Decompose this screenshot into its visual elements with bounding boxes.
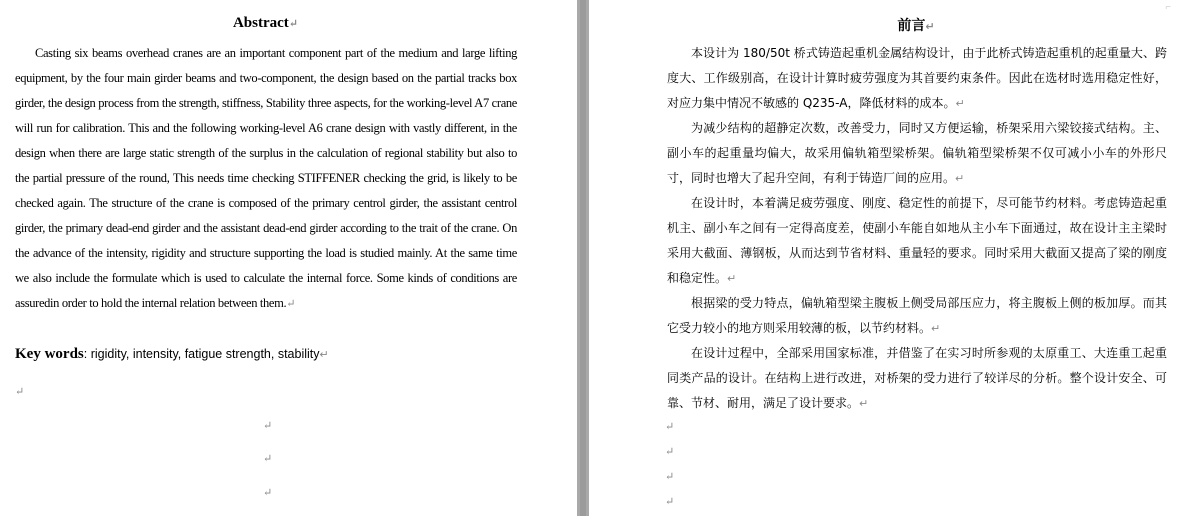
preface-paragraph-5[interactable]: 在设计过程中，全部采用国家标准，并借鉴了在实习时所参观的太原重工、大连重工起重同类产品的设计。在结构上进行改进，对桥架的受力进行了较详尽的分析。整个设计安全、可靠、节材、耐用，满足了设计要求。↵ bbox=[667, 346, 1167, 410]
empty-paragraph-mark: ↵ bbox=[263, 420, 273, 432]
preface-paragraph-4[interactable]: 根据梁的受力特点，偏轨箱型梁主腹板上侧受局部压应力，将主腹板上侧的板加厚。而其它受力较小的地方则采用较薄的板，以节约材料。↵ bbox=[667, 296, 1167, 335]
abstract-title: Abstract↵ bbox=[232, 15, 299, 31]
empty-paragraph-mark: ↵ bbox=[263, 453, 273, 465]
preface-title: 前言↵ bbox=[897, 18, 935, 34]
empty-paragraph-mark: ↵ bbox=[665, 446, 675, 458]
keywords-label: Key words bbox=[15, 346, 84, 362]
abstract-body[interactable]: Casting six beams overhead cranes are an important component part of the medium and large lifting equipment, by the four main girder beams and two-component, the design based on the partial tracks box girder, the design process from the strength, stiffness, Stability three aspects, for the working-level A7 crane will run for calibration. This and the following working-level A6 crane design with vastly different, in the design when there are large static strength of the surplus in the calculation of regional stability but also to the partial pressure of the round, This needs time checking STIFFENER checking the grid, is likely to be checked again. The structure of the crane is composed of the primary centrol girder, the assistant centrol girder, the primary dead-end girder and the assistant dead-end girder according to the trait of the crane. On the advance of the intensity, rigidity and structure supporting the load is studied mainly. At the same time we also include the formulate which is used to calculate the internal force. Some kinds of conditions are assuredin order to hold the internal relation between them.↵ bbox=[15, 46, 517, 310]
empty-paragraph-mark: ↵ bbox=[263, 487, 273, 499]
page-corner-mark: ⌐ bbox=[1165, 2, 1171, 13]
page-divider bbox=[577, 0, 589, 516]
empty-paragraph-mark: ↵ bbox=[15, 386, 25, 398]
preface-paragraph-2[interactable]: 为减少结构的超静定次数，改善受力，同时又方便运输，桥架采用六梁铰接式结构。主、副小车的起重量均偏大，故采用偏轨箱型梁桥架。偏轨箱型梁桥架不仅可减小小车的外形尺寸，同时也增大了起升空间，有利于铸造厂间的应用。↵ bbox=[667, 121, 1167, 185]
empty-paragraph-mark: ↵ bbox=[665, 421, 675, 433]
left-page bbox=[0, 0, 577, 516]
keywords-line[interactable]: Key words: rigidity, intensity, fatigue strength, stability↵ bbox=[15, 346, 329, 362]
empty-paragraph-mark: ↵ bbox=[665, 471, 675, 483]
empty-paragraph-mark: ↵ bbox=[665, 496, 675, 508]
keywords-list: : rigidity, intensity, fatigue strength, stability bbox=[83, 347, 320, 361]
preface-paragraph-1[interactable]: 本设计为 180/50t 桥式铸造起重机金属结构设计，由于此桥式铸造起重机的起重量大、跨度大、工作级别高，在设计计算时疲劳强度为其首要约束条件。因此在选材时选用稳定性好，对应力集中情况不敏感的 Q235-A，降低材料的成本。↵ bbox=[667, 46, 1167, 110]
preface-paragraph-3[interactable]: 在设计时，本着满足疲劳强度、刚度、稳定性的前提下，尽可能节约材料。考虑铸造起重机主、副小车之间有一定得高度差，使副小车能自如地从主小车下面通过，故在设计主主梁时采用大截面、薄钢板，从而达到节省材料、重量轻的要求。同时采用大截面又提高了梁的刚度和稳定性。↵ bbox=[667, 196, 1167, 285]
